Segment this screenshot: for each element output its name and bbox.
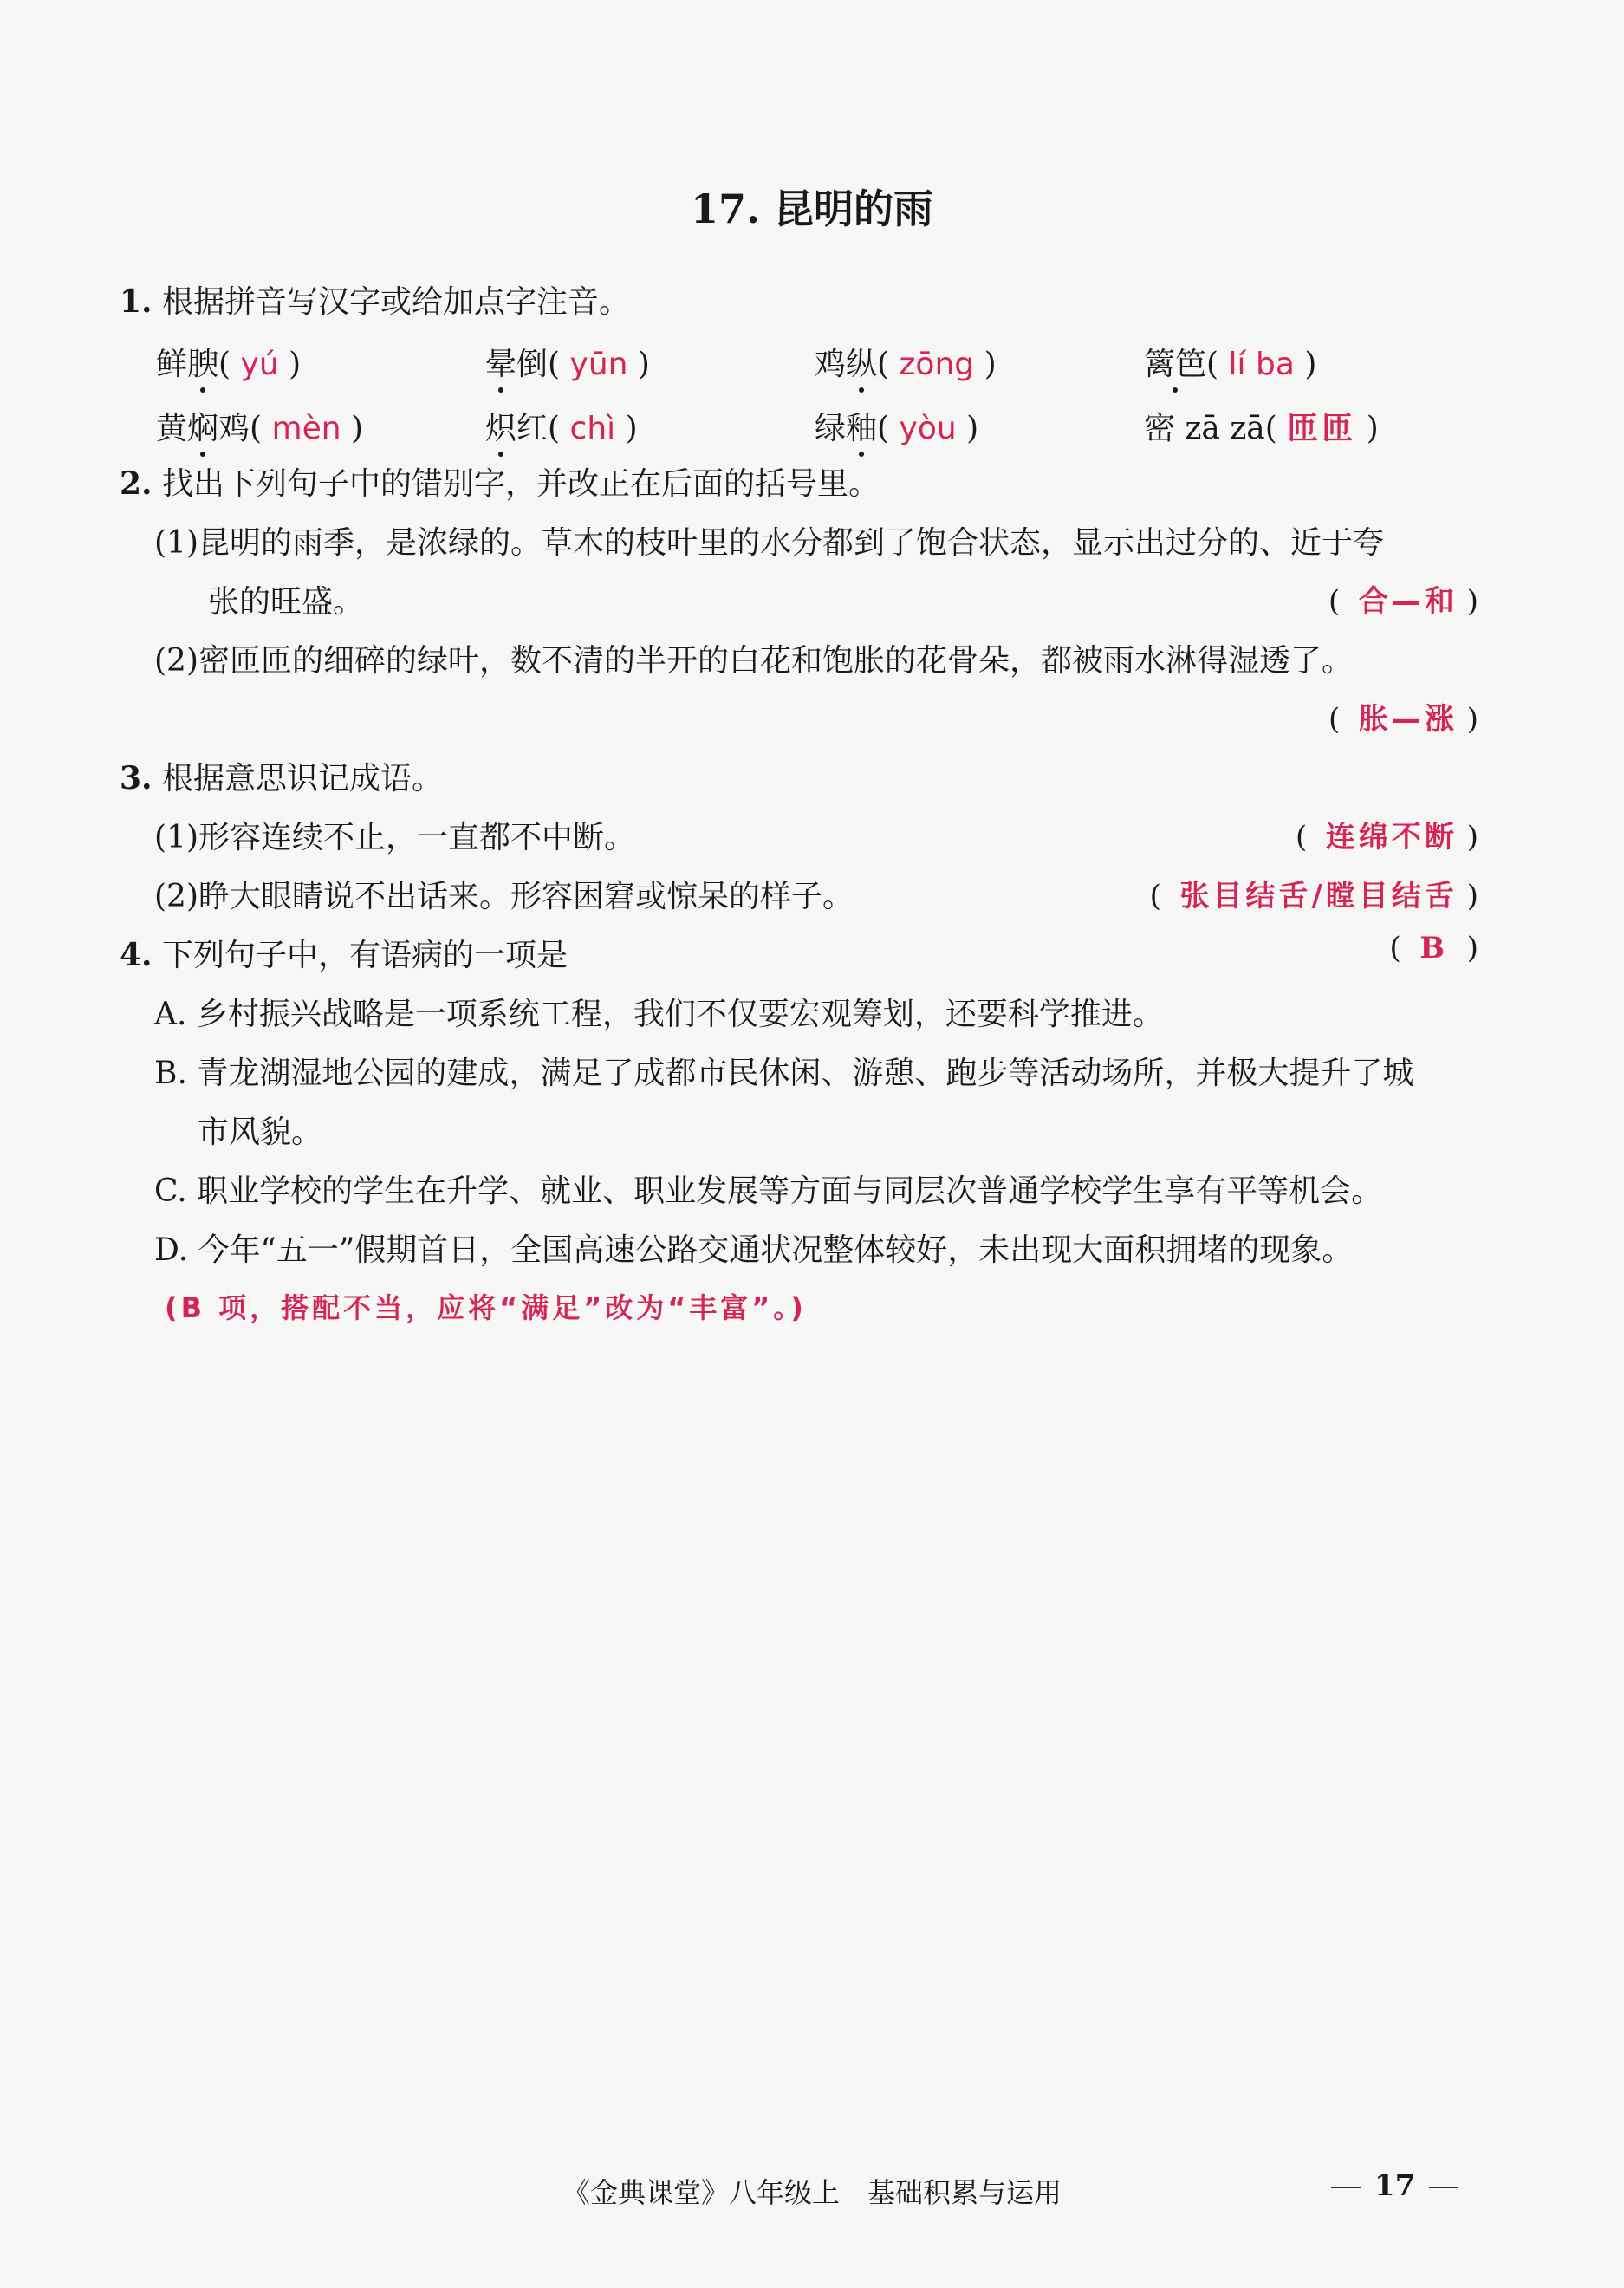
answer-text: yūn <box>569 347 628 382</box>
answer-text: yòu <box>899 411 957 446</box>
question-number: 2. <box>120 465 153 502</box>
answer-text: chì <box>569 411 616 446</box>
question-stem: 根据拼音写汉字或给加点字注音。 <box>162 284 631 320</box>
question-number: 1. <box>120 283 153 320</box>
question-stem: 找出下列句子中的错别字，并改正在后面的括号里。 <box>162 466 880 502</box>
question-4 <box>120 931 568 975</box>
answer-text: mèn <box>271 411 341 446</box>
answer-3-2: ( 张目结舌/瞠目结舌 ) <box>1149 879 1478 913</box>
footer-book-title: 《金典课堂》八年级上 基础积累与运用 <box>562 2176 1062 2209</box>
question-number: 3. <box>120 760 153 796</box>
page-title: 17. 昆明的雨 <box>690 185 934 232</box>
question-2 <box>120 459 880 504</box>
question-stem: 下列句子中，有语病的一项是 <box>162 938 568 973</box>
answer-2-2: ( 胀—涨 ) <box>1328 702 1478 737</box>
answer-2-1: ( 合—和 ) <box>1328 584 1478 619</box>
pinyin-item: 篱笆( lí ba ) <box>1144 340 1316 384</box>
answer-text: zōng <box>899 347 975 382</box>
answer-text: yú <box>240 347 279 382</box>
question-stem: 根据意思识记成语。 <box>162 761 444 796</box>
sentence-2-1: (1)昆明的雨季，是浓绿的。草木的枝叶里的水分都到了饱合状态，显示出过分的、近于夸 <box>154 525 1384 561</box>
option-b: B. 青龙湖湿地公园的建成，满足了成都市民休闲、游憩、跑步等活动场所，并极大提升了城 <box>154 1056 1414 1091</box>
option-a: A. 乡村振兴战略是一项系统工程，我们不仅要宏观筹划，还要科学推进。 <box>154 997 1164 1032</box>
pinyin-item: 炽红( chì ) <box>485 404 638 448</box>
pinyin-item: 密 zā zā( 匝匝 ) <box>1144 411 1379 446</box>
answer-text: lí ba <box>1228 347 1295 382</box>
option-d: D. 今年“五一”假期首日，全国高速公路交通状况整体较好，未出现大面积拥堵的现象。 <box>154 1232 1354 1268</box>
answer-text: 匝匝 <box>1287 411 1357 446</box>
pinyin-row-1 <box>156 340 1508 383</box>
question-1 <box>120 277 630 322</box>
sentence-2-2: (2)密匝匝的细碎的绿叶，数不清的半开的白花和饱胀的花骨朵，都被雨水淋得湿透了。 <box>154 643 1353 679</box>
explanation-text: (B 项，搭配不当，应将“满足”改为“丰富”。) <box>165 1291 807 1324</box>
sentence-3-2: (2)睁大眼睛说不出话来。形容困窘或惊呆的样子。 <box>154 879 854 914</box>
pinyin-item: 绿釉( yòu ) <box>815 404 978 448</box>
pinyin-row-2 <box>156 404 1508 447</box>
question-3 <box>120 754 443 798</box>
answer-4: ( B ) <box>1389 931 1478 965</box>
answer-3-1: ( 连绵不断 ) <box>1296 820 1478 855</box>
sentence-3-1: (1)形容连续不止，一直都不中断。 <box>154 820 635 855</box>
question-number: 4. <box>120 937 153 973</box>
pinyin-item: 晕倒( yūn ) <box>485 340 650 384</box>
pinyin-item: 黄焖鸡( mèn ) <box>156 404 363 448</box>
option-b-cont: 市风貌。 <box>198 1115 323 1150</box>
pinyin-item: 鸡纵( zōng ) <box>815 340 997 384</box>
pinyin-item: 鲜腴( yú ) <box>156 340 301 384</box>
page-number: 17 <box>1317 2168 1472 2203</box>
option-c: C. 职业学校的学生在升学、就业、职业发展等方面与同层次普通学校学生享有平等机会。 <box>154 1173 1383 1209</box>
sentence-2-1-cont: 张的旺盛。 <box>208 584 365 620</box>
